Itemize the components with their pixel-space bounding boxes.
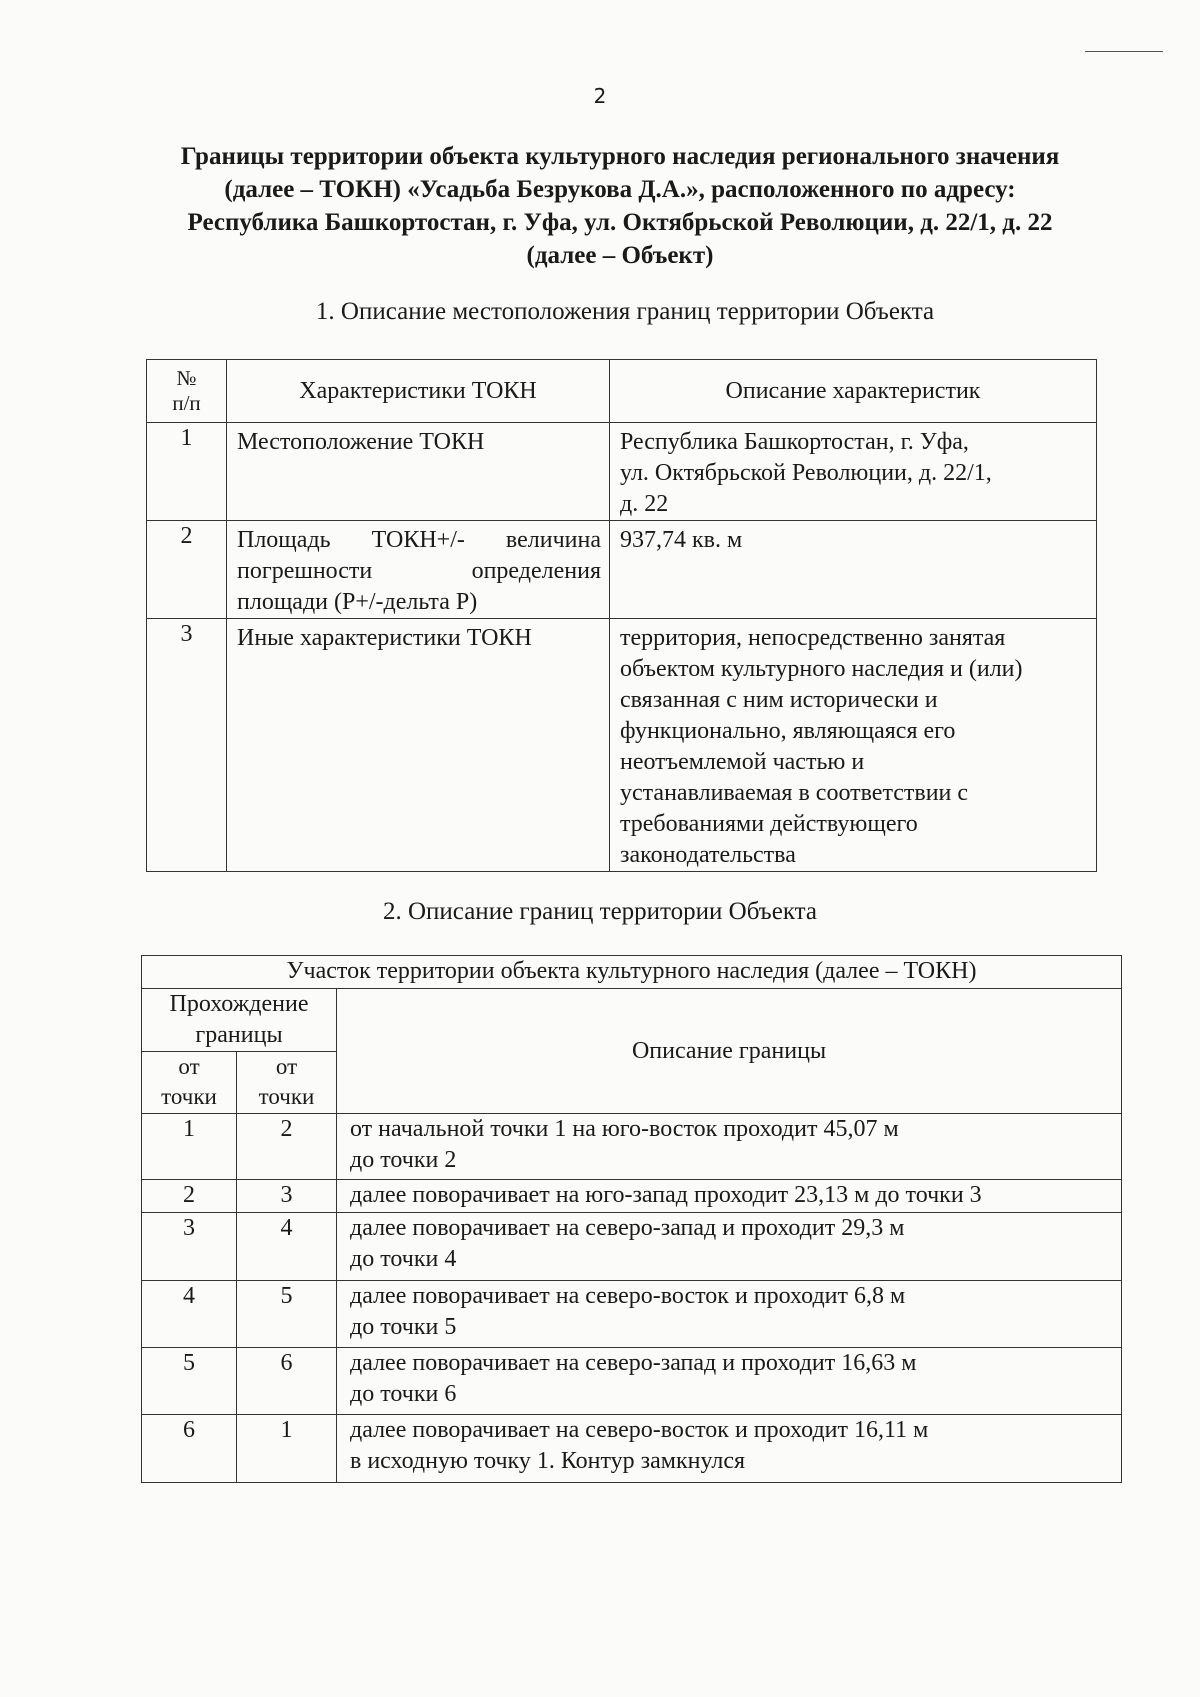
table-row — [147, 619, 1097, 872]
corner-mark-line — [1085, 51, 1163, 52]
boundary-description — [337, 1348, 1122, 1415]
boundary-line: далее поворачивает на юго-запад проходит 23,13 м до точки 3 — [350, 1182, 982, 1208]
section1-heading: 1. Описание местоположения границ территории Объекта — [315, 298, 935, 325]
table-row — [142, 1415, 1122, 1483]
to-point: 4 — [237, 1213, 337, 1281]
to-point: 1 — [237, 1415, 337, 1483]
boundary-description — [337, 1213, 1122, 1281]
header-passage-line: границы — [195, 1022, 283, 1048]
boundary-line: далее поворачивает на северо-восток и проходит 16,11 м — [350, 1417, 929, 1443]
boundary-description — [337, 1281, 1122, 1348]
table-caption: Участок территории объекта культурного наследия (далее – ТОКН) — [142, 956, 1122, 989]
document-title — [130, 140, 1110, 272]
boundary-line: до точки 5 — [350, 1314, 457, 1340]
header-passage — [142, 989, 337, 1052]
from-point: 5 — [142, 1348, 237, 1415]
description-line: устанавливаемая в соответствии с — [620, 780, 969, 806]
table-row — [142, 1114, 1122, 1180]
boundary-line: до точки 2 — [350, 1147, 457, 1173]
table-row — [142, 1281, 1122, 1348]
title-line: (далее – ТОКН) «Усадьба Безрукова Д.А.», расположенного по адресу: — [224, 176, 1016, 203]
from-point: 2 — [142, 1180, 237, 1213]
title-line: Республика Башкортостан, г. Уфа, ул. Октябрьской Революции, д. 22/1, д. 22 — [187, 209, 1053, 236]
header-description: Описание характеристик — [610, 360, 1097, 423]
header-from-line: точки — [161, 1084, 217, 1109]
row-description — [610, 619, 1097, 872]
description-line: объектом культурного наследия и (или) — [620, 656, 1023, 682]
table-caption-row — [142, 956, 1122, 989]
description-line: функционально, являющаяся его — [620, 718, 956, 744]
boundary-line: далее поворачивает на северо-запад и проходит 29,3 м — [350, 1215, 905, 1241]
description-line: д. 22 — [620, 491, 669, 517]
boundary-description-table — [141, 955, 1122, 1483]
header-from-line: от — [178, 1054, 200, 1079]
header-number-label: п/п — [172, 391, 201, 415]
to-point: 6 — [237, 1348, 337, 1415]
table-row — [147, 521, 1097, 619]
to-point: 5 — [237, 1281, 337, 1348]
row-characteristic: Местоположение ТОКН — [227, 423, 610, 521]
section2-heading: 2. Описание границ территории Объекта — [383, 898, 817, 925]
header-characteristic: Характеристики ТОКН — [227, 360, 610, 423]
characteristic-line: Площадь ТОКН+/- величина — [237, 527, 601, 553]
characteristic-line: погрешности определения — [237, 558, 601, 584]
boundary-description — [337, 1415, 1122, 1483]
row-number: 1 — [147, 423, 227, 521]
characteristic-line: площади (P+/-дельта P) — [237, 589, 478, 615]
header-number-symbol: № — [176, 366, 197, 390]
row-number: 2 — [147, 521, 227, 619]
header-passage-line: Прохождение — [169, 991, 309, 1017]
page-number: 2 — [593, 84, 607, 108]
table-header-row — [147, 360, 1097, 423]
description-line: связанная с ним исторически и — [620, 687, 938, 713]
row-characteristic — [227, 521, 610, 619]
table-row — [147, 423, 1097, 521]
header-boundary-description: Описание границы — [337, 989, 1122, 1114]
row-number: 3 — [147, 619, 227, 872]
table-header-row — [142, 989, 1122, 1052]
table-row — [142, 1213, 1122, 1281]
title-line: (далее – Объект) — [526, 242, 714, 269]
table-row — [142, 1348, 1122, 1415]
header-to-point — [237, 1052, 337, 1114]
from-point: 4 — [142, 1281, 237, 1348]
table-row — [142, 1180, 1122, 1213]
description-line: законодательства — [620, 842, 796, 868]
header-number-cell — [147, 360, 227, 423]
boundary-line: до точки 4 — [350, 1246, 457, 1272]
row-characteristic: Иные характеристики ТОКН — [227, 619, 610, 872]
header-to-line: от — [275, 1054, 298, 1079]
description-line: Республика Башкортостан, г. Уфа, — [620, 429, 969, 455]
to-point: 2 — [237, 1114, 337, 1180]
from-point: 6 — [142, 1415, 237, 1483]
description-line: неотъемлемой частью и — [620, 749, 865, 775]
row-description — [610, 423, 1097, 521]
boundary-line: от начальной точки 1 на юго-восток проходит 45,07 м — [350, 1116, 899, 1142]
boundary-description — [337, 1114, 1122, 1180]
boundary-line: далее поворачивает на северо-запад и проходит 16,63 м — [350, 1350, 917, 1376]
row-description: 937,74 кв. м — [610, 521, 1097, 619]
from-point: 3 — [142, 1213, 237, 1281]
description-line: территория, непосредственно занятая — [620, 625, 1006, 651]
header-from-point — [142, 1052, 237, 1114]
boundary-line: далее поворачивает на северо-восток и проходит 6,8 м — [350, 1283, 906, 1309]
to-point: 3 — [237, 1180, 337, 1213]
boundary-description — [337, 1180, 1122, 1213]
header-to-line: точки — [258, 1084, 315, 1109]
from-point: 1 — [142, 1114, 237, 1180]
boundary-line: до точки 6 — [350, 1381, 457, 1407]
description-line: требованиями действующего — [620, 811, 918, 837]
boundary-line: в исходную точку 1. Контур замкнулся — [350, 1448, 746, 1474]
location-characteristics-table — [146, 359, 1097, 872]
title-line: Границы территории объекта культурного наследия регионального значения — [180, 143, 1060, 170]
description-line: ул. Октябрьской Революции, д. 22/1, — [620, 460, 992, 486]
